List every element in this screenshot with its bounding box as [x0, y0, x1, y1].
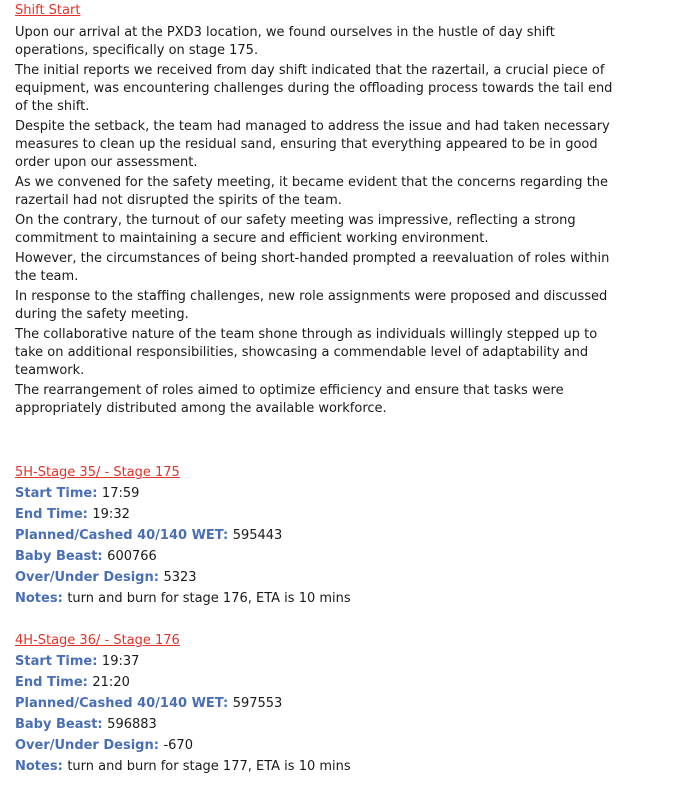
stage-block-175 [15, 462, 685, 609]
start-time-value: 19:37 [101, 654, 140, 669]
notes-label: Notes: [15, 591, 68, 606]
baby-beast-label: Baby Beast: [15, 549, 108, 564]
start-time-row [15, 651, 685, 672]
baby-beast-value: 596883 [107, 717, 157, 732]
notes-value: turn and burn for stage 176, ETA is 10 mins [67, 591, 351, 606]
start-time-label: Start Time: [15, 486, 102, 501]
paragraph-initial-reports: The initial reports we received from day shift indicated that the razertail, a crucial piece of equipment, was encountering challenges during the offloading process towards the tail end of the shift. [15, 63, 613, 114]
baby-beast-row [15, 714, 685, 735]
end-time-label: End Time: [15, 507, 93, 522]
shift-start-heading: Shift Start [15, 3, 81, 18]
end-time-value: 19:32 [92, 507, 130, 522]
paragraph-collaboration: The collaborative nature of the team shone through as individuals willingly stepped up to take on additional responsibilities, showcasing a commendable level of adaptability and teamwork. [15, 327, 598, 378]
spacer [15, 609, 685, 630]
paragraph-arrival: Upon our arrival at the PXD3 location, we found ourselves in the hustle of day shift operations, specifically on stage 175. [15, 25, 555, 58]
baby-beast-value: 600766 [107, 549, 157, 564]
stage-block-176 [15, 630, 685, 777]
baby-beast-label: Baby Beast: [15, 717, 108, 732]
paragraph-safety-meeting: As we convened for the safety meeting, it became evident that the concerns regarding the razertail had not disrupted the spirits of the team. [15, 175, 609, 208]
paragraph-rearrangement: The rearrangement of roles aimed to optimize efficiency and ensure that tasks were appropriately distributed among the available workforce. [15, 383, 564, 416]
over-under-row [15, 567, 685, 588]
start-time-row [15, 483, 685, 504]
end-time-value: 21:20 [92, 675, 130, 690]
paragraph-role-assignments: In response to the staffing challenges, new role assignments were proposed and discussed during the safety meeting. [15, 289, 608, 322]
spacer [15, 420, 685, 462]
planned-label: Planned/Cashed 40/140 WET: [15, 696, 233, 711]
notes-row [15, 756, 685, 777]
planned-row [15, 693, 685, 714]
paragraph-short-handed: However, the circumstances of being short-handed prompted a reevaluation of roles within the team. [15, 251, 610, 284]
shift-start-paragraphs [15, 24, 685, 418]
planned-label: Planned/Cashed 40/140 WET: [15, 528, 233, 543]
over-under-label: Over/Under Design: [15, 738, 164, 753]
stage-heading: 4H-Stage 36/ - Stage 176 [15, 633, 180, 648]
notes-label: Notes: [15, 759, 68, 774]
start-time-label: Start Time: [15, 654, 102, 669]
end-time-row [15, 504, 685, 525]
planned-value: 597553 [232, 696, 283, 711]
notes-value: turn and burn for stage 177, ETA is 10 mins [67, 759, 351, 774]
start-time-value: 17:59 [101, 486, 140, 501]
paragraph-turnout: On the contrary, the turnout of our safety meeting was impressive, reflecting a strong commitment to maintaining a secure and efficient working environment. [15, 213, 576, 246]
paragraph-setback: Despite the setback, the team had managed to address the issue and had taken necessary measures to clean up the residual sand, ensuring that everything appeared to be in good order upon our assessment. [15, 119, 610, 170]
over-under-value: 5323 [163, 570, 197, 585]
stage-heading: 5H-Stage 35/ - Stage 175 [15, 465, 180, 480]
baby-beast-row [15, 546, 685, 567]
planned-value: 595443 [232, 528, 283, 543]
over-under-value: -670 [163, 738, 193, 753]
planned-row [15, 525, 685, 546]
end-time-row [15, 672, 685, 693]
end-time-label: End Time: [15, 675, 93, 690]
over-under-row [15, 735, 685, 756]
notes-row [15, 588, 685, 609]
over-under-label: Over/Under Design: [15, 570, 164, 585]
